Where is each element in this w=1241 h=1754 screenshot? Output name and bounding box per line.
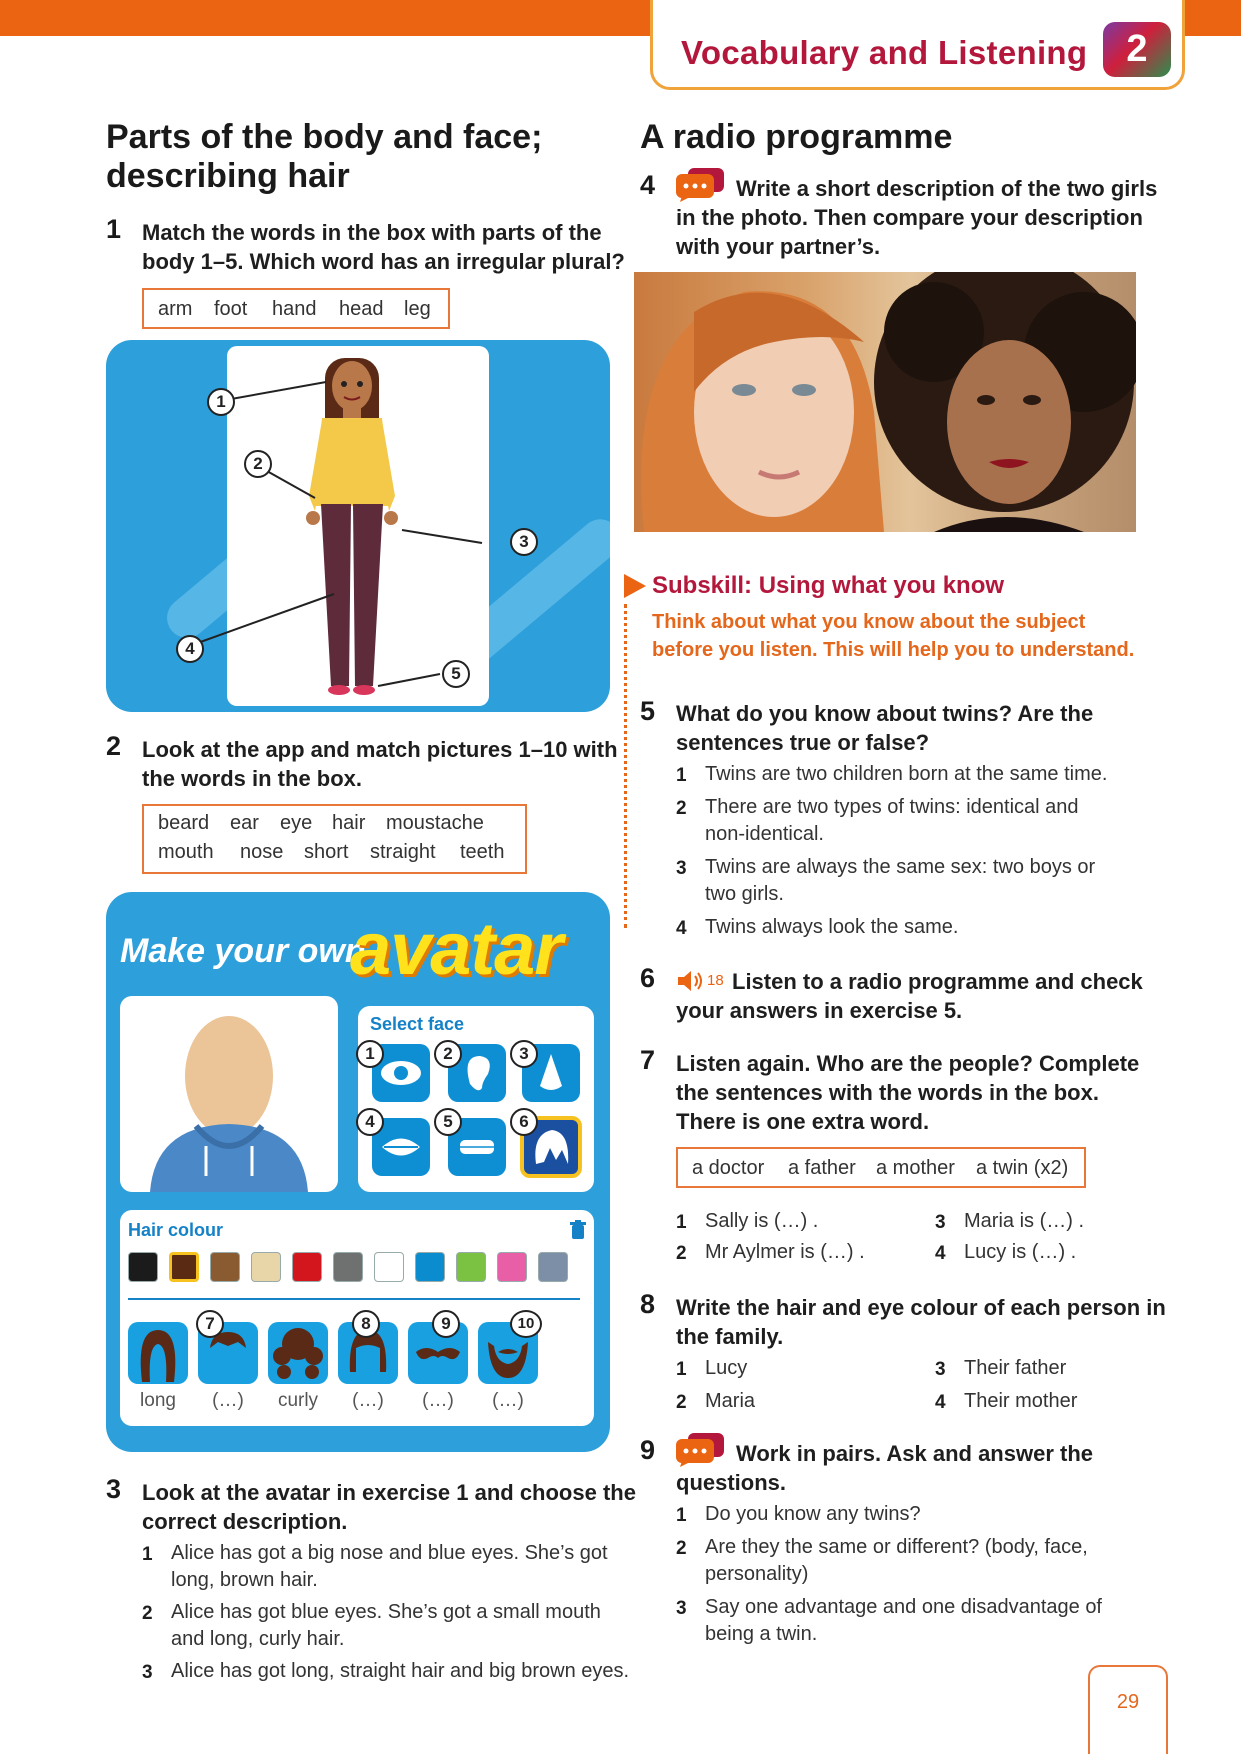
ex9-item-number: 1 [676, 1505, 687, 1526]
ex5-item-text: non-identical. [705, 823, 824, 845]
ex8-item-text: Lucy [705, 1357, 748, 1379]
exercise-2-instruction-line2: the words in the box. [142, 766, 363, 791]
ex9-item-text: Do you know any twins? [705, 1503, 921, 1525]
exercise-3-number: 3 [106, 1474, 122, 1504]
exercise-6-number: 6 [640, 963, 656, 993]
face-callout-4: 4 [356, 1108, 384, 1136]
word-box-item: head [339, 298, 384, 320]
exercise-5-instruction-line2: sentences true or false? [676, 730, 930, 755]
exercise-8-instruction-line1: Write the hair and eye colour of each person in [676, 1295, 1166, 1320]
ex9-item-text: being a twin. [705, 1623, 818, 1645]
exercise-2-number: 2 [106, 731, 122, 761]
ex3-item-number: 1 [142, 1544, 153, 1565]
exercise-2-instruction-line1: Look at the app and match pictures 1–10 with [142, 737, 618, 762]
subskill-dotted-line [624, 604, 627, 928]
section-tab [650, 0, 1185, 90]
exercise-1-number: 1 [106, 214, 122, 244]
exercise-7-instruction-line2: the sentences with the words in the box. [676, 1080, 1099, 1105]
avatar-preview-card [120, 996, 338, 1192]
ex9-item-number: 2 [676, 1538, 687, 1559]
word-box-item: ear [230, 812, 259, 834]
right-heading: A radio programme [640, 118, 953, 156]
hair-colour-swatch[interactable] [251, 1252, 281, 1282]
face-callout-1: 1 [356, 1040, 384, 1068]
hair-label-8: (…) [352, 1390, 384, 1411]
hair-colour-swatch[interactable] [374, 1252, 404, 1282]
speaking-icon [676, 1433, 726, 1467]
ex5-item-text: two girls. [705, 883, 784, 905]
exercise-4-instruction-line2: in the photo. Then compare your description [676, 205, 1143, 230]
exercise-3-instruction-line2: correct description. [142, 1509, 348, 1534]
exercise-7-instruction-line1: Listen again. Who are the people? Complete [676, 1051, 1140, 1076]
ex3-item-text: long, brown hair. [171, 1569, 318, 1591]
exercise-4-number: 4 [640, 170, 656, 200]
ex7-item-number: 1 [676, 1212, 687, 1233]
exercise-8-number: 8 [640, 1289, 656, 1319]
hair-colour-swatch[interactable] [333, 1252, 363, 1282]
ex3-item-text: Alice has got blue eyes. She’s got a small mouth [171, 1601, 601, 1623]
speaking-icon [676, 168, 726, 202]
ex3-item-number: 2 [142, 1603, 153, 1624]
page-number: 29 [1116, 1691, 1140, 1713]
app-title-word: avatar [350, 907, 563, 990]
subskill-text-line1: Think about what you know about the subject [652, 611, 1086, 633]
word-box-item: a doctor [692, 1157, 765, 1179]
word-box-item: moustache [386, 812, 484, 834]
hair-label-long: long [140, 1390, 176, 1411]
hair-colour-swatch[interactable] [292, 1252, 322, 1282]
unit-number: 2 [1126, 28, 1148, 70]
ex9-item-text: Say one advantage and one disadvantage of [705, 1596, 1102, 1618]
exercise-7-number: 7 [640, 1045, 656, 1075]
ex8-item-number: 2 [676, 1392, 687, 1413]
ex5-item-number: 3 [676, 858, 687, 879]
audio-track-number: 18 [707, 972, 724, 989]
exercise-8-instruction-line2: the family. [676, 1324, 784, 1349]
face-callout-3: 3 [510, 1040, 538, 1068]
ex8-item-number: 3 [935, 1359, 946, 1380]
word-box-item: teeth [460, 841, 505, 863]
ex7-item-number: 3 [935, 1212, 946, 1233]
ex7-item-text: Sally is (…) . [705, 1210, 819, 1232]
exercise-7-instruction-line3: There is one extra word. [676, 1109, 930, 1134]
trash-icon[interactable] [570, 1220, 586, 1240]
ex8-item-number: 4 [935, 1392, 946, 1413]
section-title: Vocabulary and Listening [681, 34, 1088, 71]
ex7-item-text: Maria is (…) . [964, 1210, 1084, 1232]
hair-colour-swatch[interactable] [128, 1252, 158, 1282]
divider [128, 1298, 580, 1300]
ex5-item-text: Twins are always the same sex: two boys or [705, 856, 1096, 878]
ex5-item-number: 4 [676, 918, 687, 939]
hair-style-curly[interactable] [268, 1322, 328, 1384]
avatar-preview-icon [120, 996, 338, 1192]
exercise-6-instruction-line1: Listen to a radio programme and check [732, 969, 1143, 994]
ex9-item-text: Are they the same or different? (body, face, [705, 1536, 1088, 1558]
avatar-app-panel [106, 892, 610, 1452]
subskill-text [652, 608, 1152, 664]
ex9-item-text: personality) [705, 1563, 809, 1585]
page-number-box [1088, 1665, 1168, 1754]
exercise-9-number: 9 [640, 1435, 656, 1465]
ex8-item-text: Their mother [964, 1390, 1078, 1412]
hair-colour-label: Hair colour [128, 1220, 224, 1240]
long-hair-icon [128, 1322, 188, 1384]
body-callout-5: 5 [442, 660, 470, 688]
hair-label-curly: curly [277, 1390, 319, 1411]
ex8-item-number: 1 [676, 1359, 687, 1380]
ex5-item-text: Twins always look the same. [705, 916, 959, 938]
exercise-5-number: 5 [640, 696, 656, 726]
face-callout-2: 2 [434, 1040, 462, 1068]
ex3-item-number: 3 [142, 1662, 153, 1683]
subskill-arrow-icon [624, 574, 646, 598]
hair-callout-9: 9 [432, 1310, 460, 1338]
ex3-item-text: and long, curly hair. [171, 1628, 345, 1650]
body-callout-2: 2 [244, 450, 272, 478]
ex5-item-text: There are two types of twins: identical and [705, 796, 1079, 818]
word-box-item: arm [158, 298, 193, 320]
app-title-prefix: Make your own [120, 932, 366, 970]
hair-colour-swatch[interactable] [169, 1252, 199, 1282]
exercise-1-instruction-line1: Match the words in the box with parts of the [142, 220, 602, 245]
hair-style-long[interactable] [128, 1322, 188, 1384]
word-box-item: mouth [158, 841, 214, 863]
subskill-title: Subskill: Using what you know [652, 572, 1005, 599]
word-box-item: hand [272, 298, 317, 320]
body-callout-3: 3 [510, 528, 538, 556]
body-callout-1: 1 [207, 388, 235, 416]
ex5-item-number: 1 [676, 765, 687, 786]
hair-colour-swatch[interactable] [538, 1252, 568, 1282]
hair-colour-swatch[interactable] [497, 1252, 527, 1282]
hair-colour-swatch[interactable] [415, 1252, 445, 1282]
twins-photo [634, 272, 1136, 532]
exercise-4-instruction-line3: with your partner’s. [676, 234, 881, 259]
word-box-item: a father [788, 1157, 856, 1179]
unit-badge [1103, 22, 1171, 77]
left-heading-line2: describing hair [106, 157, 350, 195]
hair-label-10: (…) [492, 1390, 524, 1411]
ex8-item-text: Maria [705, 1390, 756, 1412]
ex7-item-number: 4 [935, 1243, 946, 1264]
ex3-item-text: Alice has got long, straight hair and big brown eyes. [171, 1660, 630, 1682]
ex5-item-text: Twins are two children born at the same time. [705, 763, 1108, 785]
ex7-item-text: Lucy is (…) . [964, 1241, 1077, 1263]
exercise-2-word-box [142, 804, 527, 874]
audio-icon[interactable] [676, 969, 706, 993]
ex7-item-number: 2 [676, 1243, 687, 1264]
ex5-item-number: 2 [676, 798, 687, 819]
word-box-item: nose [240, 841, 284, 863]
select-face-label: Select face [370, 1014, 465, 1034]
hair-colour-swatch[interactable] [210, 1252, 240, 1282]
hair-label-7: (…) [212, 1390, 244, 1411]
word-box-item: hair [332, 812, 366, 834]
exercise-1-instruction-line2: body 1–5. Which word has an irregular plural? [142, 249, 625, 274]
select-face-card [358, 1006, 594, 1192]
body-callout-4: 4 [176, 635, 204, 663]
exercise-7-word-box [676, 1147, 1086, 1188]
exercise-6-instruction-line2: your answers in exercise 5. [676, 998, 963, 1023]
word-box-item: a mother [876, 1157, 955, 1179]
hair-colour-swatch[interactable] [456, 1252, 486, 1282]
ex9-item-number: 3 [676, 1598, 687, 1619]
exercise-3-instruction-line1: Look at the avatar in exercise 1 and choose the [142, 1480, 636, 1505]
word-box-item: beard [158, 812, 210, 834]
exercise-5-instruction-line1: What do you know about twins? Are the [676, 701, 1094, 726]
hair-label-9: (…) [422, 1390, 454, 1411]
two-girls-photo [634, 272, 1136, 532]
exercise-9-instruction-line2: questions. [676, 1470, 787, 1495]
ex8-item-text: Their father [964, 1357, 1067, 1379]
exercise-4-instruction-line1: Write a short description of the two girls [736, 176, 1158, 201]
word-box-item: eye [280, 812, 313, 834]
exercise-9-instruction-line1: Work in pairs. Ask and answer the [736, 1441, 1093, 1466]
curly-hair-icon [268, 1322, 328, 1384]
hair-callout-8: 8 [352, 1310, 380, 1338]
subskill-text-line2: before you listen. This will help you to understand. [652, 639, 1135, 661]
ex7-item-text: Mr Aylmer is (…) . [705, 1241, 865, 1263]
ex3-item-text: Alice has got a big nose and blue eyes. She’s got [171, 1542, 608, 1564]
word-box-item: short [304, 841, 349, 863]
word-box-item: leg [404, 298, 431, 320]
left-heading-line1: Parts of the body and face; [106, 118, 543, 156]
exercise-1-word-box [142, 288, 450, 329]
face-callout-5: 5 [434, 1108, 462, 1136]
word-box-item: foot [214, 298, 248, 320]
face-callout-6: 6 [510, 1108, 538, 1136]
hair-callout-7: 7 [196, 1310, 224, 1338]
word-box-item: a twin (x2) [976, 1157, 1069, 1179]
word-box-item: straight [370, 841, 436, 863]
hair-callout-10: 10 [510, 1310, 542, 1338]
